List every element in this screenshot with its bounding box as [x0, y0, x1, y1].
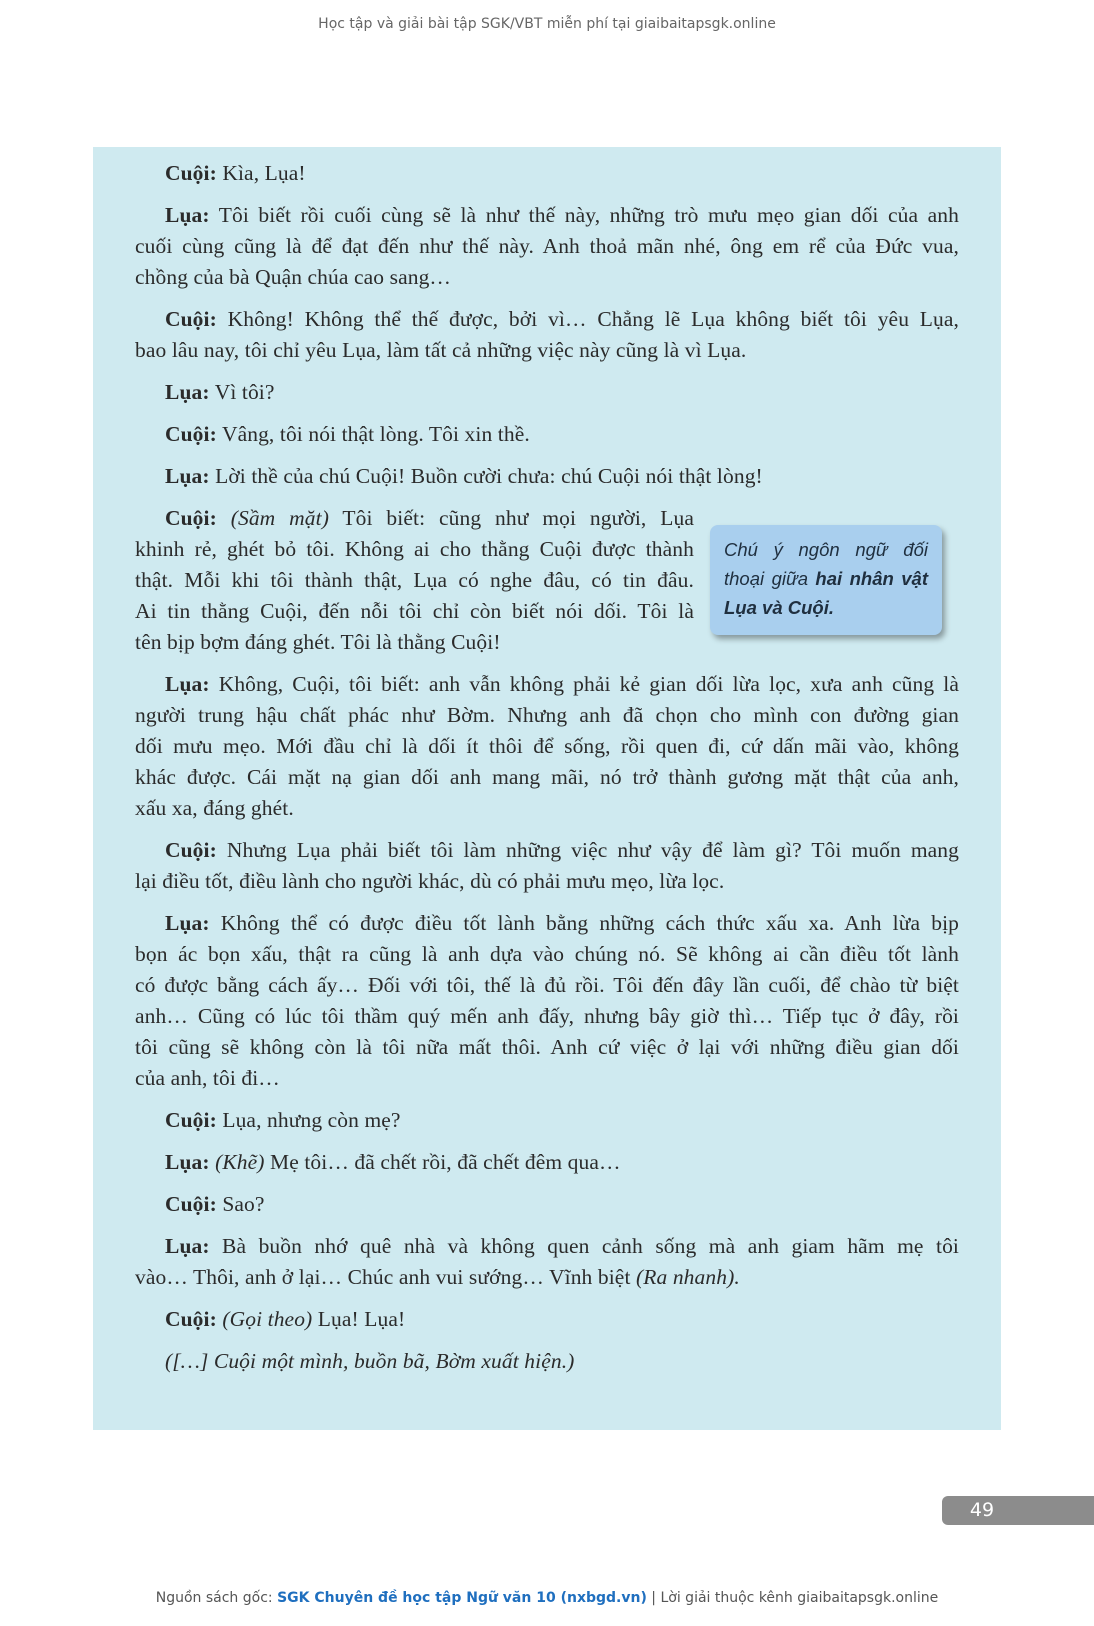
stage-direction: ([…] Cuội một mình, buồn bã, Bờm xuất hiện.) [165, 1349, 575, 1373]
dialogue-line: Lụa: Tôi biết rồi cuối cùng sẽ là như thế này, những trò mưu mẹo gian dối của anh [165, 203, 959, 227]
speaker-label: Cuội: [165, 506, 217, 530]
dialogue-line: thật. Mỗi khi tôi thành thật, Lụa có nghe đâu, có tin đâu. [135, 568, 694, 592]
dialogue-line: tên bịp bợm đáng ghét. Tôi là thằng Cuội! [135, 630, 501, 654]
page-number-tab [942, 1496, 1094, 1525]
dialogue-line: có được bằng cách ấy… Đối với tôi, thế là đủ rồi. Tôi đến đây lần cuối, để chào từ biệt [135, 973, 959, 997]
dialogue-line: dối mưu mẹo. Mới đầu chỉ là dối ít thôi để sống, rồi quen đi, cứ dấn mãi vào, không [135, 734, 959, 758]
speaker-label: Lụa: [165, 672, 210, 696]
dialogue-line: Lụa: Không thể có được điều tốt lành bằng những cách thức xấu xa. Anh lừa bịp [165, 911, 959, 935]
speaker-label: Cuội: [165, 838, 217, 862]
dialogue-line: khác được. Cái mặt nạ gian dối anh mang mãi, nó trở thành gương mặt thật của anh, [135, 765, 959, 789]
speaker-label: Lụa: [165, 911, 210, 935]
dialogue-line: Cuội: Kìa, Lụa! [165, 161, 306, 185]
dialogue-line: vào… Thôi, anh ở lại… Chúc anh vui sướng… Vĩnh biệt (Ra nhanh). [135, 1265, 740, 1289]
dialogue-line: Cuội: (Sầm mặt) Tôi biết: cũng như mọi người, Lụa [165, 506, 694, 530]
dialogue-line: của anh, tôi đi… [135, 1066, 280, 1090]
dialogue-line: Lụa: Lời thề của chú Cuội! Buồn cười chưa: chú Cuội nói thật lòng! [165, 464, 763, 488]
speaker-label: Lụa: [165, 380, 210, 404]
dialogue-line: Cuội: Nhưng Lụa phải biết tôi làm những việc như vậy để làm gì? Tôi muốn mang [165, 838, 959, 862]
dialogue-line: Ai tin thằng Cuội, đến nỗi tôi chỉ còn biết nói dối. Tôi là [135, 599, 694, 623]
dialogue-line: Lụa: Không, Cuội, tôi biết: anh vẫn không phải kẻ gian dối lừa lọc, xưa anh cũng là [165, 672, 959, 696]
speaker-label: Cuội: [165, 422, 217, 446]
speaker-label: Cuội: [165, 1307, 217, 1331]
speaker-label: Cuội: [165, 1192, 217, 1216]
dialogue-line: người trung hậu chất phác như Bờm. Nhưng anh đã chọn cho mình con đường gian [135, 703, 959, 727]
source-footer: Nguồn sách gốc: SGK Chuyên đề học tập Ngữ văn 10 (nxbgd.vn) | Lời giải thuộc kênh giaibaitapsgk.online [155, 1590, 939, 1606]
dialogue-line: Cuội: Vâng, tôi nói thật lòng. Tôi xin thề. [165, 422, 530, 446]
dialogue-line: Cuội: Lụa, nhưng còn mẹ? [165, 1108, 401, 1132]
dialogue-line: anh… Cũng có lúc tôi thầm quý mến anh đấy, nhưng bây giờ thì… Tiếp tục ở đây, rồi [135, 1004, 959, 1028]
dialogue-line: Cuội: Không! Không thể thế được, bởi vì… Chẳng lẽ Lụa không biết tôi yêu Lụa, [165, 307, 959, 331]
dialogue-line: chồng của bà Quận chúa cao sang… [135, 265, 452, 289]
dialogue-panel [93, 147, 1001, 1430]
speaker-label: Lụa: [165, 464, 210, 488]
stage-direction: (Ra nhanh). [630, 1265, 740, 1289]
dialogue-line: bao lâu nay, tôi chỉ yêu Lụa, làm tất cả những việc này cũng là vì Lụa. [135, 338, 747, 362]
dialogue-line: Lụa: Vì tôi? [165, 380, 275, 404]
dialogue-line: Lụa: (Khẽ) Mẹ tôi… đã chết rồi, đã chết đêm qua… [165, 1150, 621, 1174]
speaker-label: Cuội: [165, 161, 217, 185]
page-number: 49 [969, 1499, 995, 1521]
source-link[interactable]: SGK Chuyên đề học tập Ngữ văn 10 (nxbgd.vn) [277, 1590, 647, 1606]
dialogue-line: Cuội: Sao? [165, 1192, 265, 1216]
speaker-label: Cuội: [165, 307, 217, 331]
dialogue-line: cuối cùng cũng là để đạt đến như thế này. Anh thoả mãn nhé, ông em rể của Đức vua, [135, 234, 959, 258]
dialogue-line: bọn ác bọn xấu, thật ra cũng là anh dựa vào chúng nó. Sẽ không ai cần điều tốt lành [135, 942, 959, 966]
dialogue-line: xấu xa, đáng ghét. [135, 796, 294, 820]
site-header: Học tập và giải bài tập SGK/VBT miễn phí tại giaibaitapsgk.online [318, 16, 776, 32]
speaker-label: Lụa: [165, 1150, 210, 1174]
dialogue-line: lại điều tốt, điều lành cho người khác, dù có phải mưu mẹo, lừa lọc. [135, 869, 725, 893]
dialogue-line: Cuội: (Gọi theo) Lụa! Lụa! [165, 1307, 406, 1331]
speaker-label: Lụa: [165, 203, 210, 227]
speaker-label: Cuội: [165, 1108, 217, 1132]
stage-direction: (Sầm mặt) [216, 506, 329, 530]
dialogue-line: khinh rẻ, ghét bỏ tôi. Không ai cho thằng Cuội được thành [135, 537, 694, 561]
stage-direction: (Khẽ) [209, 1150, 265, 1174]
stage-direction: (Gọi theo) [216, 1307, 313, 1331]
dialogue-line: tôi cũng sẽ không còn là tôi nữa mất thôi. Anh cứ việc ở lại với những điều gian dối [135, 1035, 959, 1059]
speaker-label: Lụa: [165, 1234, 210, 1258]
dialogue-line: Lụa: Bà buồn nhớ quê nhà và không quen cảnh sống mà anh giam hãm mẹ tôi [165, 1234, 959, 1258]
margin-note: Chú ý ngôn ngữ đối thoại giữa hai nhân vật Lụa và Cuội. [710, 525, 942, 635]
